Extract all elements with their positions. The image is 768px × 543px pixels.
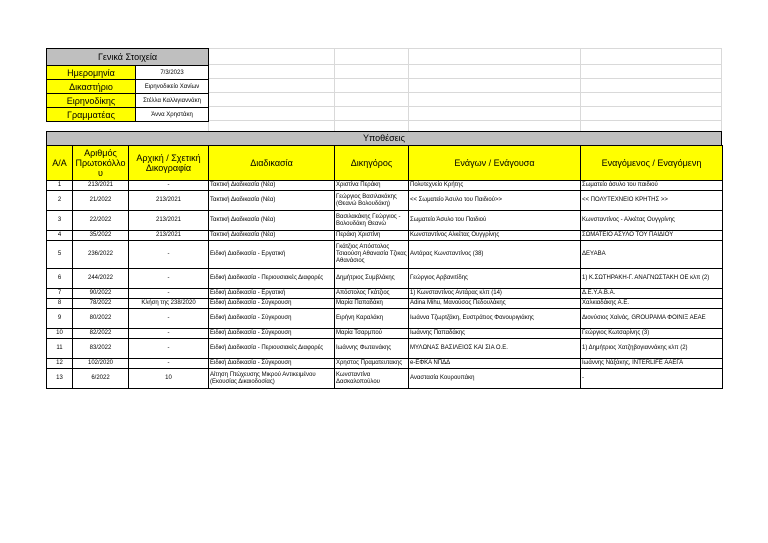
cell-protocol-number[interactable]: 90/2022	[73, 289, 129, 299]
table-row	[47, 329, 723, 339]
cell-plaintiff[interactable]: Ιωάννα Τζωρτζάκη, Ευστράτιος Φανουριγιάκης	[409, 309, 581, 329]
cell-aa[interactable]: 10	[47, 329, 73, 339]
table-row	[47, 231, 723, 241]
cell-plaintiff[interactable]: << Σωματείο Άσυλο του Παιδιού>>	[409, 191, 581, 211]
cell-related-filing[interactable]: 213/2021	[129, 191, 209, 211]
grid-line	[334, 48, 335, 131]
table-row	[47, 359, 723, 369]
cell-procedure[interactable]: Ειδική Διαδικασία - Σύγκρουση	[209, 309, 335, 329]
cell-protocol-number[interactable]: 236/2022	[73, 241, 129, 269]
cell-plaintiff[interactable]: Σωματείο Άσυλο του Παιδιού	[409, 211, 581, 231]
cell-related-filing[interactable]: -	[129, 269, 209, 289]
cell-aa[interactable]: 5	[47, 241, 73, 269]
cell-protocol-number[interactable]: 83/2022	[73, 339, 129, 359]
cell-aa[interactable]: 3	[47, 211, 73, 231]
court-label: Δικαστήριο	[47, 80, 136, 94]
cell-defendant[interactable]: ΣΩΜΑΤΕΙΟ ΑΣΥΛΟ ΤΟΥ ΠΑΙΔΙΟΥ	[581, 231, 723, 241]
header-related-filing: Αρχική / Σχετική Δικογραφία	[129, 146, 209, 181]
header-protocol-number: Αριθμός Πρωτοκόλλο υ	[73, 146, 129, 181]
cases-title: Υποθέσεις	[46, 131, 722, 146]
cell-protocol-number[interactable]: 244/2022	[73, 269, 129, 289]
cell-lawyer[interactable]: Ειρήνη Καραλάκη	[335, 309, 409, 329]
cell-procedure[interactable]: Ειδική Διαδικασία - Περιουσιακές Διαφορές	[209, 269, 335, 289]
cell-procedure[interactable]: Τακτική Διαδικασία (Νέα)	[209, 231, 335, 241]
cell-protocol-number[interactable]: 80/2022	[73, 309, 129, 329]
cell-protocol-number[interactable]: 82/2022	[73, 329, 129, 339]
cell-procedure[interactable]: Ειδική Διαδικασία - Περιουσιακές Διαφορές	[209, 339, 335, 359]
cell-protocol-number[interactable]: 22/2022	[73, 211, 129, 231]
cell-related-filing[interactable]: -	[129, 241, 209, 269]
cell-protocol-number[interactable]: 6/2022	[73, 369, 129, 389]
date-value[interactable]: 7/3/2023	[136, 66, 209, 80]
cell-related-filing[interactable]: -	[129, 339, 209, 359]
cell-plaintiff[interactable]: e-ΕΦΚΑ ΝΠΔΔ	[409, 359, 581, 369]
cell-defendant[interactable]: 1) Κ.ΣΩΤΗΡΑΚΗ-Γ. ΑΝΑΓΝΩΣΤΑΚΗ ΟΕ κλπ (2)	[581, 269, 723, 289]
cell-related-filing[interactable]: -	[129, 181, 209, 191]
cell-procedure[interactable]: Ειδική Διαδικασία - Σύγκρουση	[209, 329, 335, 339]
cell-plaintiff[interactable]: 1) Κωνσταντίνος Αντάρας κλπ (14)	[409, 289, 581, 299]
cell-lawyer[interactable]: Περάκη Χριστίνη	[335, 231, 409, 241]
cell-defendant[interactable]: Χαλκιαδάκης Α.Ε.	[581, 299, 723, 309]
general-info-table	[46, 48, 209, 122]
cell-defendant[interactable]: Σωματείο άσυλο του παιδιού	[581, 181, 723, 191]
cell-protocol-number[interactable]: 35/2022	[73, 231, 129, 241]
cell-related-filing[interactable]: 213/2021	[129, 231, 209, 241]
secretary-label: Γραμματέας	[47, 108, 136, 122]
cell-aa[interactable]: 4	[47, 231, 73, 241]
cell-defendant[interactable]: -	[581, 369, 723, 389]
cell-aa[interactable]: 7	[47, 289, 73, 299]
table-row	[47, 211, 723, 231]
judge-value[interactable]: Στέλλα Καλλιγιαννάκη	[136, 94, 209, 108]
cell-aa[interactable]: 11	[47, 339, 73, 359]
cell-aa[interactable]: 8	[47, 299, 73, 309]
cell-defendant[interactable]: 1) Δημήτριος Χατζηβογιαννάκης κλπ (2)	[581, 339, 723, 359]
cell-procedure[interactable]: Ειδική Διαδικασία - Εργατική	[209, 241, 335, 269]
cell-procedure[interactable]: Τακτική Διαδικασία (Νέα)	[209, 211, 335, 231]
cell-plaintiff[interactable]: Πολυτεχνείο Κρήτης	[409, 181, 581, 191]
cell-defendant[interactable]: ΔΕΥΑΒΑ	[581, 241, 723, 269]
cell-related-filing[interactable]: 10	[129, 369, 209, 389]
cell-defendant[interactable]: Δ.Ε.Υ.Α.Β.Α.	[581, 289, 723, 299]
table-row	[47, 241, 723, 269]
cell-plaintiff[interactable]: Γεώργιος Αρβανιτίδης	[409, 269, 581, 289]
cell-procedure[interactable]: Τακτική Διαδικασία (Νέα)	[209, 191, 335, 211]
secretary-value[interactable]: Άννα Χρηστάκη	[136, 108, 209, 122]
cell-aa[interactable]: 6	[47, 269, 73, 289]
cell-plaintiff[interactable]: Κωνσταντίνος Αλκέτας Ουγγρίνης	[409, 231, 581, 241]
judge-label: Ειρηνοδίκης	[47, 94, 136, 108]
header-defendant: Εναγόμενος / Εναγόμενη	[581, 146, 723, 181]
table-row	[47, 191, 723, 211]
header-aa: Α/Α	[47, 146, 73, 181]
grid-line	[721, 48, 722, 131]
table-row	[47, 181, 723, 191]
cell-related-filing[interactable]: -	[129, 359, 209, 369]
header-plaintiff: Ενάγων / Ενάγουσα	[409, 146, 581, 181]
cell-aa[interactable]: 9	[47, 309, 73, 329]
cell-aa[interactable]: 1	[47, 181, 73, 191]
cell-aa[interactable]: 2	[47, 191, 73, 211]
cell-procedure[interactable]: Ειδική Διαδικασία - Σύγκρουση	[209, 299, 335, 309]
cell-procedure[interactable]: Ειδική Διαδικασία - Εργατική	[209, 289, 335, 299]
header-procedure: Διαδικασία	[209, 146, 335, 181]
cell-aa[interactable]: 12	[47, 359, 73, 369]
cell-lawyer[interactable]: Βασιλακάκης Γεώργιος - Βολουδάκη Θεανώ	[335, 211, 409, 231]
court-value[interactable]: Ειρηνοδικείο Χανίων	[136, 80, 209, 94]
cases-body	[47, 181, 723, 389]
cell-lawyer[interactable]: Χρηστος Πραματευτακης	[335, 359, 409, 369]
cell-lawyer[interactable]: Μαρία Παπαδάκη	[335, 299, 409, 309]
cases-table	[46, 145, 723, 389]
cell-protocol-number[interactable]: 21/2022	[73, 191, 129, 211]
cell-lawyer[interactable]: Γεώργιος Βασιλακάκης (Θεανώ Βολουδάκη)	[335, 191, 409, 211]
general-info-title: Γενικά Στοιχεία	[47, 49, 209, 66]
cell-procedure[interactable]: Αίτηση Πτώχευσης Μικρού Αντικειμένου (Εκουσίας Δικαιοδοσίας)	[209, 369, 335, 389]
cell-plaintiff[interactable]: Adina Mihu, Μανούσος Πεδουλάκης	[409, 299, 581, 309]
cell-related-filing[interactable]: Κλήση της 238/2020	[129, 299, 209, 309]
table-row	[47, 299, 723, 309]
grid-line	[408, 48, 409, 131]
cell-plaintiff[interactable]: Ιωάννης Παπαδάκης	[409, 329, 581, 339]
date-label: Ημερομηνία	[47, 66, 136, 80]
cell-protocol-number[interactable]: 78/2022	[73, 299, 129, 309]
cell-related-filing[interactable]: -	[129, 329, 209, 339]
cell-protocol-number[interactable]: 213/2021	[73, 181, 129, 191]
header-lawyer: Δικηγόρος	[335, 146, 409, 181]
cell-defendant[interactable]: Κωνσταντίνος - Αλκέτας Ουγγρίνης	[581, 211, 723, 231]
cell-defendant[interactable]: Γεώργιος Κωτσαρίνης (3)	[581, 329, 723, 339]
cell-lawyer[interactable]: Χριστίνα Περάκη	[335, 181, 409, 191]
cell-plaintiff[interactable]: ΜΥΛΩΝΑΣ ΒΑΣΙΛΕΙΟΣ ΚΑΙ ΣΙΑ Ο.Ε.	[409, 339, 581, 359]
cell-lawyer[interactable]: Κωνσταντίνα Δασκαλοπούλου	[335, 369, 409, 389]
table-row	[47, 289, 723, 299]
cell-plaintiff[interactable]: Αναστασία Κουρουπάκη	[409, 369, 581, 389]
cell-related-filing[interactable]: 213/2021	[129, 211, 209, 231]
cell-plaintiff[interactable]: Αντάρας Κωνσταντίνος (38)	[409, 241, 581, 269]
cell-related-filing[interactable]: -	[129, 309, 209, 329]
cell-aa[interactable]: 13	[47, 369, 73, 389]
cell-lawyer[interactable]: Μαρία Τσαρμπού	[335, 329, 409, 339]
table-row	[47, 339, 723, 359]
cell-related-filing[interactable]: -	[129, 289, 209, 299]
cell-procedure[interactable]: Ειδική Διαδικασία - Σύγκρουση	[209, 359, 335, 369]
cases-header-row	[47, 146, 723, 181]
cell-procedure[interactable]: Τακτική Διαδικασία (Νέα)	[209, 181, 335, 191]
cell-protocol-number[interactable]: 102/2020	[73, 359, 129, 369]
table-row	[47, 309, 723, 329]
cell-defendant[interactable]: << ΠΟΛΥΤΕΧΝΕΙΟ ΚΡΗΤΗΣ >>	[581, 191, 723, 211]
cell-lawyer[interactable]: Γκάτζιος Απόστολος Τσιαούση Αθανασία Τζικας Αθανάσιος	[335, 241, 409, 269]
grid-line	[580, 48, 581, 131]
table-row	[47, 269, 723, 289]
cell-lawyer[interactable]: Δημήτριος Συμβλάκης	[335, 269, 409, 289]
cell-defendant[interactable]: Διονύσιος Χαϊνάς, GROUPAMA ΦΟΙΝΙΞ ΑΕΑΕ	[581, 309, 723, 329]
table-row	[47, 369, 723, 389]
cell-defendant[interactable]: Ιωάννης Νάξάκης, INTERLIFE ΑΑΕΓΑ	[581, 359, 723, 369]
cell-lawyer[interactable]: Ιωάννης Φωτεινάκης	[335, 339, 409, 359]
cell-lawyer[interactable]: Απόστολος Γκάτζιος	[335, 289, 409, 299]
